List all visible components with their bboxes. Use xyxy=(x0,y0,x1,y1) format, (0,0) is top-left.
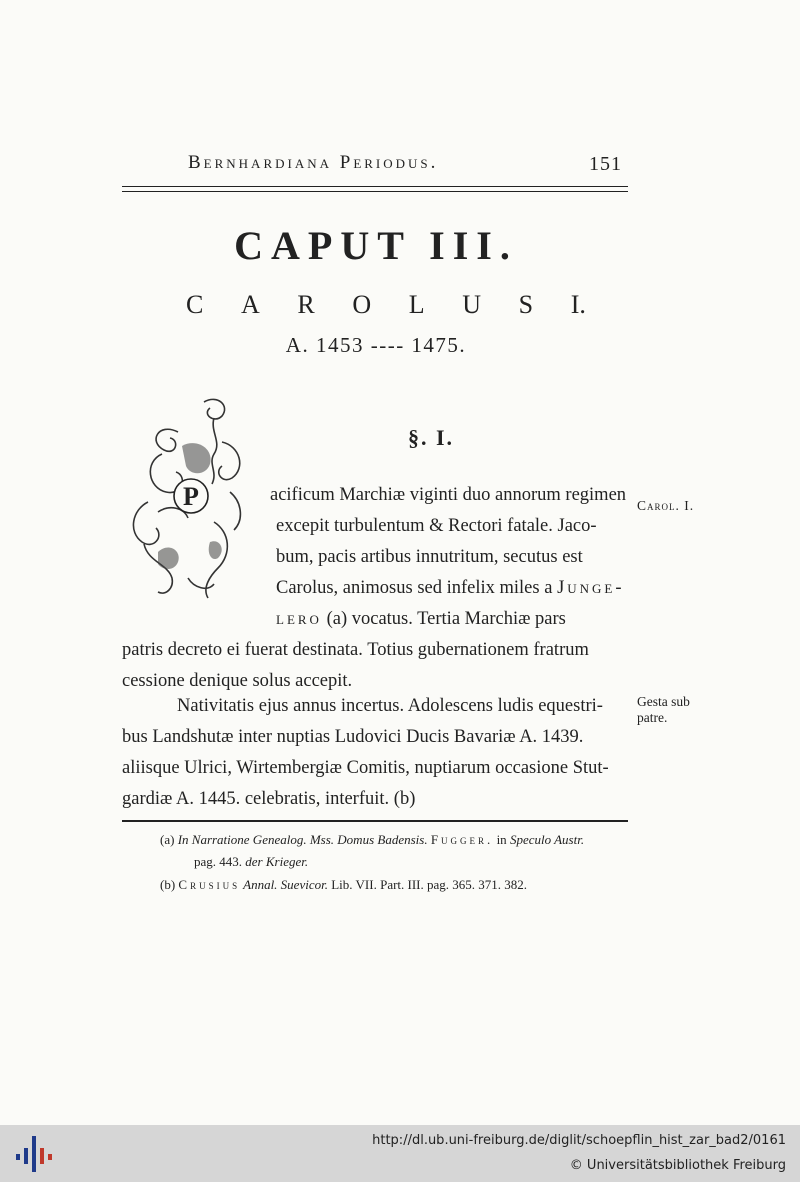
chapter-name-letter: U xyxy=(462,290,482,319)
p2-line3: aliisque Ulrici, Wirtembergiæ Comitis, nuptiarum occasione Stut- xyxy=(122,758,609,778)
chapter-name-letter: O xyxy=(352,290,372,319)
footnote-a-line2 xyxy=(194,854,308,870)
p1-line4 xyxy=(276,579,625,598)
name-jungelero: Junge- xyxy=(557,578,625,598)
chapter-name xyxy=(186,290,586,320)
dropcap-letter: P xyxy=(183,482,199,511)
footnote-a-text1: In Narratione Genealog. Mss. Domus Badensis. xyxy=(177,832,428,847)
running-head: Bernhardiana Periodus. xyxy=(188,152,439,173)
footnote-rule xyxy=(122,820,628,822)
margin-note-gesta-line1: Gesta sub xyxy=(637,694,690,709)
p2-line1: Nativitatis ejus annus incertus. Adolescens ludis equestri- xyxy=(177,696,603,716)
footnote-b-name: Crusius xyxy=(178,877,241,892)
footnote-a-name: Fugger. xyxy=(430,832,494,847)
chapter-name-letter: L xyxy=(408,290,425,319)
footnote-a-line2b: der Krieger. xyxy=(245,854,309,869)
chapter-name-letter: A xyxy=(240,290,260,319)
p2-line2: bus Landshutæ inter nuptias Ludovici Ducis Bavariæ A. 1439. xyxy=(122,727,584,747)
footnote-b-text2: Lib. VII. Part. III. pag. 365. 371. 382. xyxy=(327,877,528,892)
footnote-b-text1: Annal. Suevicor. xyxy=(240,877,328,892)
chapter-name-letter: S xyxy=(518,290,534,319)
p2-line4: gardiæ A. 1445. celebratis, interfuit. (b) xyxy=(122,789,416,809)
footnote-a-text2: in xyxy=(493,832,510,847)
chapter-title: CAPUT III. xyxy=(234,223,518,268)
p1-line1: acificum Marchiæ viginti duo annorum regimen xyxy=(270,485,627,505)
ornamental-initial xyxy=(118,392,256,604)
p1-line6: patris decreto ei fuerat destinata. Totius gubernationem fratrum xyxy=(122,640,589,660)
chapter-name-letter: C xyxy=(186,290,204,319)
margin-note-gesta xyxy=(637,694,690,725)
name-lero: lero xyxy=(276,609,322,629)
p1-line2: excepit turbulentum & Rectori fatale. Jaco- xyxy=(276,516,597,536)
footer-url-link[interactable]: http://dl.ub.uni-freiburg.de/diglit/schoepflin_hist_zar_bad2/0161 xyxy=(372,1133,786,1148)
footnote-a-line1 xyxy=(160,832,584,848)
footnote-a-line2a: pag. 443. xyxy=(194,854,246,869)
chapter-years: A. 1453 ---- 1475. xyxy=(285,333,467,357)
chapter-name-letter: R xyxy=(297,290,315,319)
margin-note-carol: Carol. I. xyxy=(637,498,695,513)
footnote-a-mark: (a) xyxy=(160,832,175,847)
footnote-a-text3: Speculo Austr. xyxy=(509,832,585,847)
p1-line5-text: (a) vocatus. Tertia Marchiæ pars xyxy=(321,609,566,629)
p1-line3: bum, pacis artibus innutritum, secutus est xyxy=(276,547,583,567)
chapter-name-letter: I. xyxy=(570,290,586,319)
header-rule xyxy=(122,186,628,192)
p1-line4-text: Carolus, animosus sed infelix miles a xyxy=(276,578,558,598)
ornament-icon xyxy=(118,392,256,604)
margin-note-gesta-line2: patre. xyxy=(637,709,668,725)
footnote-b xyxy=(160,877,527,893)
section-mark: §. I. xyxy=(408,425,455,450)
p1-line5 xyxy=(276,610,566,629)
library-logo-icon[interactable] xyxy=(14,1134,54,1174)
p1-line7: cessione denique solus accepit. xyxy=(122,671,353,691)
page-number: 151 xyxy=(589,153,622,175)
footer-copyright: © Universitätsbibliothek Freiburg xyxy=(569,1158,786,1173)
footnote-b-mark: (b) xyxy=(160,877,176,892)
